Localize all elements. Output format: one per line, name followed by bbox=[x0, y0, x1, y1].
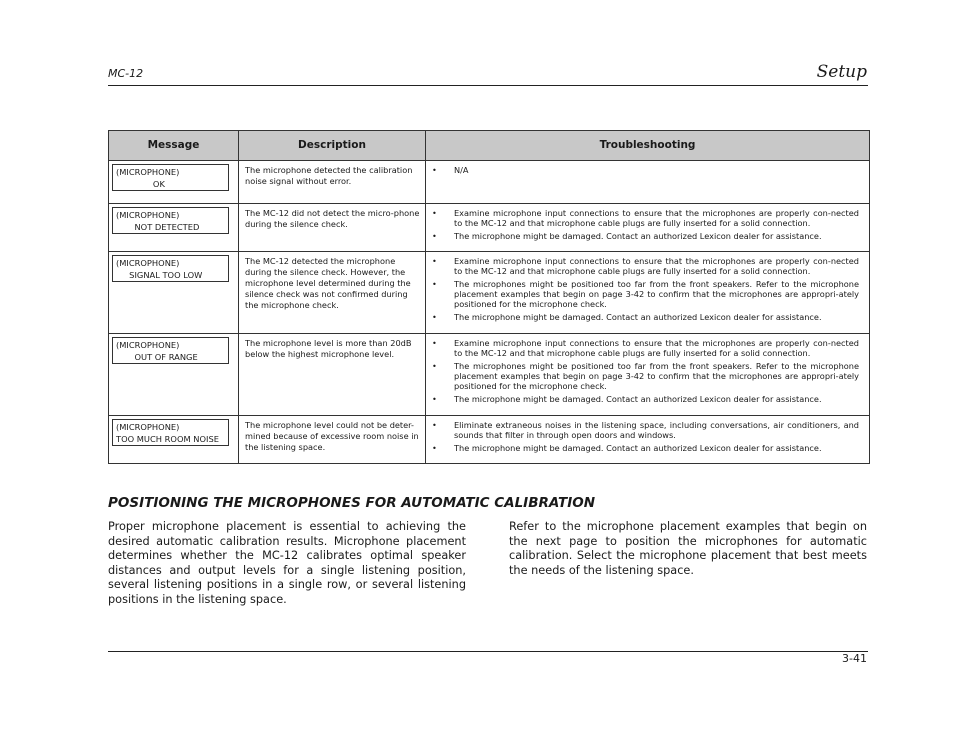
display-line-1: (MICROPHONE) bbox=[116, 422, 180, 432]
display-line-2: OK bbox=[116, 179, 165, 189]
troubleshooting-cell bbox=[426, 252, 870, 334]
troubleshooting-item: • The microphones might be positioned too far from the front speakers. Refer to the microphone placement examples that begin on page 3-42 to confirm that the microphones are appropri-ately positioned for the microphone check. bbox=[432, 279, 859, 309]
column-header-description: Description bbox=[239, 131, 426, 161]
bullet-icon: • bbox=[432, 279, 437, 289]
troubleshooting-item: • The microphone might be damaged. Contact an authorized Lexicon dealer for assistance. bbox=[432, 312, 822, 322]
message-table bbox=[108, 130, 870, 464]
description-cell: The microphone level could not be deter-mined because of excessive room noise in the listening space. bbox=[239, 416, 426, 464]
table-header-row bbox=[109, 131, 870, 161]
troubleshooting-item: • Eliminate extraneous noises in the listening space, including conversations, air conditioners, and sounds that filter in through open doors and windows. bbox=[432, 420, 859, 440]
troubleshooting-item: • Examine microphone input connections to ensure that the microphones are properly con-nected to the MC-12 and that microphone cable plugs are fully inserted for a solid connection. bbox=[432, 338, 859, 358]
message-cell bbox=[109, 416, 239, 464]
display-message bbox=[112, 255, 229, 282]
bullet-icon: • bbox=[432, 208, 437, 218]
display-line-2: NOT DETECTED bbox=[116, 222, 200, 232]
display-line-2: TOO MUCH ROOM NOISE bbox=[116, 434, 219, 444]
display-message bbox=[112, 419, 229, 446]
table-row bbox=[109, 416, 870, 464]
body-paragraph-left: Proper microphone placement is essential to achieving the desired automatic calibration results. Microphone placement determines whether the MC-12 calibrates optimal speaker distances and output levels for a single listening position, several listening positions in a single row, or several listening positions in the listening space. bbox=[108, 520, 466, 606]
message-cell bbox=[109, 334, 239, 416]
message-cell bbox=[109, 161, 239, 204]
display-line-1: (MICROPHONE) bbox=[116, 210, 180, 220]
table-row bbox=[109, 334, 870, 416]
troubleshooting-cell bbox=[426, 204, 870, 252]
troubleshooting-item: • The microphone might be damaged. Contact an authorized Lexicon dealer for assistance. bbox=[432, 443, 822, 453]
message-cell bbox=[109, 252, 239, 334]
troubleshooting-cell bbox=[426, 416, 870, 464]
bullet-icon: • bbox=[432, 256, 437, 266]
troubleshooting-item: • Examine microphone input connections to ensure that the microphones are properly con-nected to the MC-12 and that microphone cable plugs are fully inserted for a solid connection. bbox=[432, 256, 859, 276]
description-cell: The MC-12 did not detect the micro-phone during the silence check. bbox=[239, 204, 426, 252]
table-row bbox=[109, 204, 870, 252]
header-rule bbox=[108, 85, 868, 86]
bullet-icon: • bbox=[432, 165, 437, 175]
troubleshooting-item: • The microphone might be damaged. Contact an authorized Lexicon dealer for assistance. bbox=[432, 394, 822, 404]
document-id: MC-12 bbox=[108, 67, 144, 80]
bullet-icon: • bbox=[432, 361, 437, 371]
section-heading: Setup bbox=[816, 62, 867, 82]
display-line-1: (MICROPHONE) bbox=[116, 340, 180, 350]
display-message bbox=[112, 207, 229, 234]
bullet-icon: • bbox=[432, 312, 437, 322]
display-line-1: (MICROPHONE) bbox=[116, 258, 180, 268]
display-message bbox=[112, 164, 229, 191]
footer-rule bbox=[108, 651, 868, 652]
page-number: 3-41 bbox=[842, 652, 867, 665]
troubleshooting-item: • The microphone might be damaged. Contact an authorized Lexicon dealer for assistance. bbox=[432, 231, 822, 241]
message-cell bbox=[109, 204, 239, 252]
troubleshooting-cell bbox=[426, 161, 870, 204]
bullet-icon: • bbox=[432, 338, 437, 348]
body-paragraph-right: Refer to the microphone placement examples that begin on the next page to position the microphones for automatic calibration. Select the microphone placement that best meets the needs of the listening space. bbox=[509, 520, 867, 577]
troubleshooting-item: • N/A bbox=[432, 165, 469, 175]
display-message bbox=[112, 337, 229, 364]
description-cell: The microphone detected the calibration noise signal without error. bbox=[239, 161, 426, 204]
bullet-icon: • bbox=[432, 420, 437, 430]
bullet-icon: • bbox=[432, 231, 437, 241]
troubleshooting-item: • The microphones might be positioned too far from the front speakers. Refer to the microphone placement examples that begin on page 3-42 to confirm that the microphones are appropri-ately positioned for the microphone check. bbox=[432, 361, 859, 391]
display-line-2: OUT OF RANGE bbox=[116, 352, 198, 362]
bullet-icon: • bbox=[432, 443, 437, 453]
bullet-icon: • bbox=[432, 394, 437, 404]
troubleshooting-item: • Examine microphone input connections to ensure that the microphones are properly con-nected to the MC-12 and that microphone cable plugs are fully inserted for a solid connection. bbox=[432, 208, 859, 228]
description-cell: The microphone level is more than 20dB below the highest microphone level. bbox=[239, 334, 426, 416]
display-line-2: SIGNAL TOO LOW bbox=[116, 270, 203, 280]
display-line-1: (MICROPHONE) bbox=[116, 167, 180, 177]
column-header-troubleshooting: Troubleshooting bbox=[426, 131, 870, 161]
section-title: POSITIONING THE MICROPHONES FOR AUTOMATIC CALIBRATION bbox=[108, 495, 596, 511]
column-header-message: Message bbox=[109, 131, 239, 161]
table-row bbox=[109, 252, 870, 334]
description-cell: The MC-12 detected the microphone during the silence check. However, the microphone level determined during the silence check was not confirmed during the microphone check. bbox=[239, 252, 426, 334]
table-row bbox=[109, 161, 870, 204]
troubleshooting-cell bbox=[426, 334, 870, 416]
